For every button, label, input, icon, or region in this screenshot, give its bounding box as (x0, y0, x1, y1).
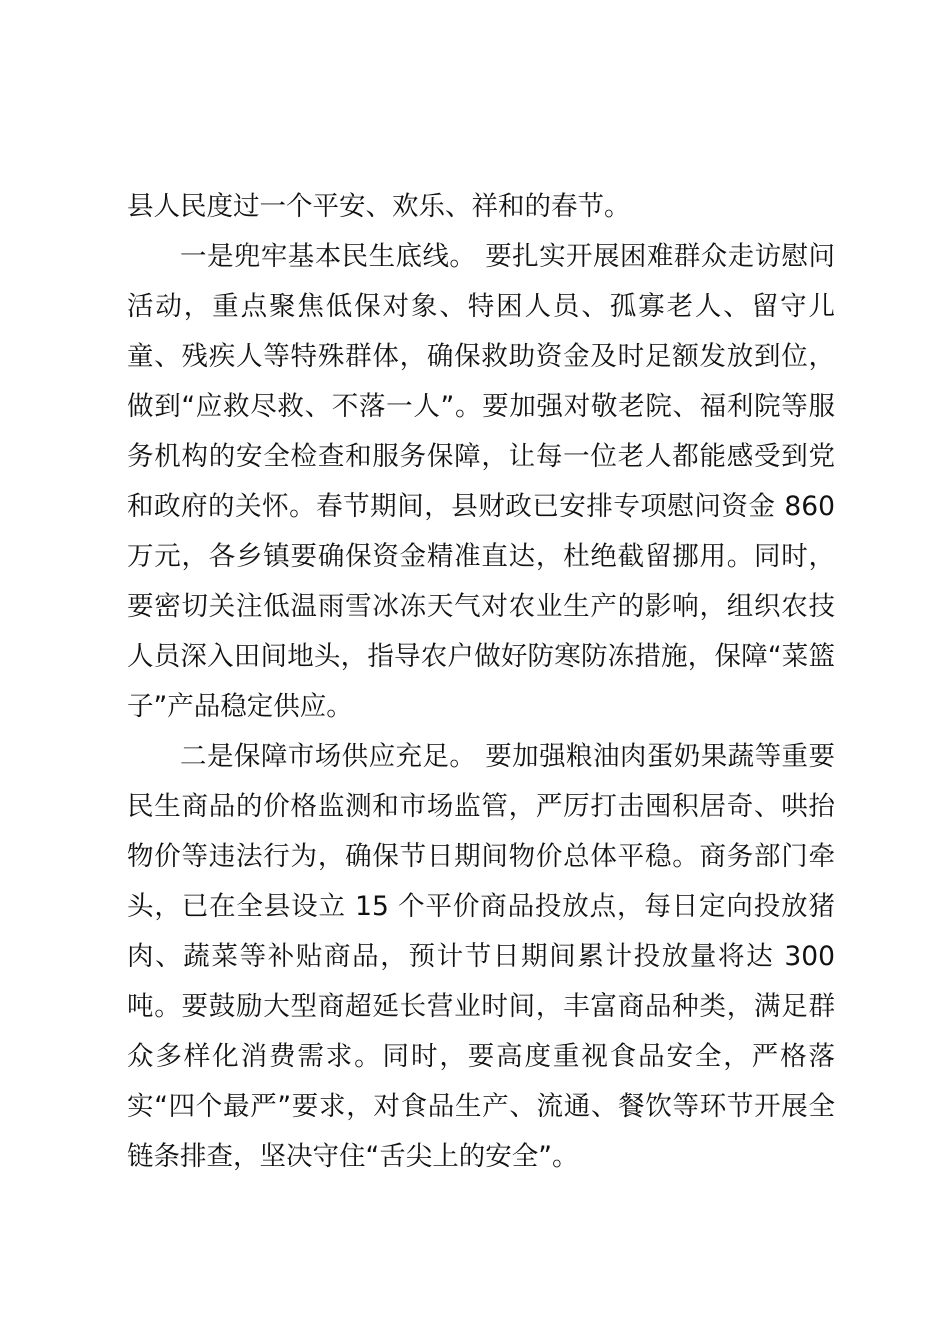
paragraph-heading: 一是兜牢基本民生底线。 (180, 241, 477, 272)
document-page (127, 182, 835, 1182)
paragraph-text: 县人民度过一个平安、欢乐、祥和的春节。 (127, 191, 631, 222)
paragraph-market-supply (127, 732, 835, 1182)
paragraph-livelihood (127, 232, 835, 732)
paragraph-heading: 二是保障市场供应充足。 (180, 741, 477, 772)
paragraph-continuation (127, 182, 835, 232)
paragraph-text: 要加强粮油肉蛋奶果蔬等重要民生商品的价格监测和市场监管，严厉打击囤积居奇、哄抬物价等违法行为，确保节日期间物价总体平稳。商务部门牵头，已在全县设立 15 个平价商品投放点，每日定向投放猪肉、蔬菜等补贴商品，预计节日期间累计投放量将达 300 吨。要鼓励大型商超延长营业时间，丰富商品种类，满足群众多样化消费需求。同时，要高度重视食品安全，严格落实“四个最严”要求，对食品生产、流通、餐饮等环节开展全链条排查，坚决守住“舌尖上的安全”。 (127, 741, 835, 1172)
paragraph-text: 要扎实开展困难群众走访慰问活动，重点聚焦低保对象、特困人员、孤寡老人、留守儿童、残疾人等特殊群体，确保救助资金及时足额发放到位，做到“应救尽救、不落一人”。要加强对敬老院、福利院等服务机构的安全检查和服务保障，让每一位老人都能感受到党和政府的关怀。春节期间，县财政已安排专项慰问资金 860 万元，各乡镇要确保资金精准直达，杜绝截留挪用。同时，要密切关注低温雨雪冰冻天气对农业生产的影响，组织农技人员深入田间地头，指导农户做好防寒防冻措施，保障“菜篮子”产品稳定供应。 (127, 241, 835, 722)
